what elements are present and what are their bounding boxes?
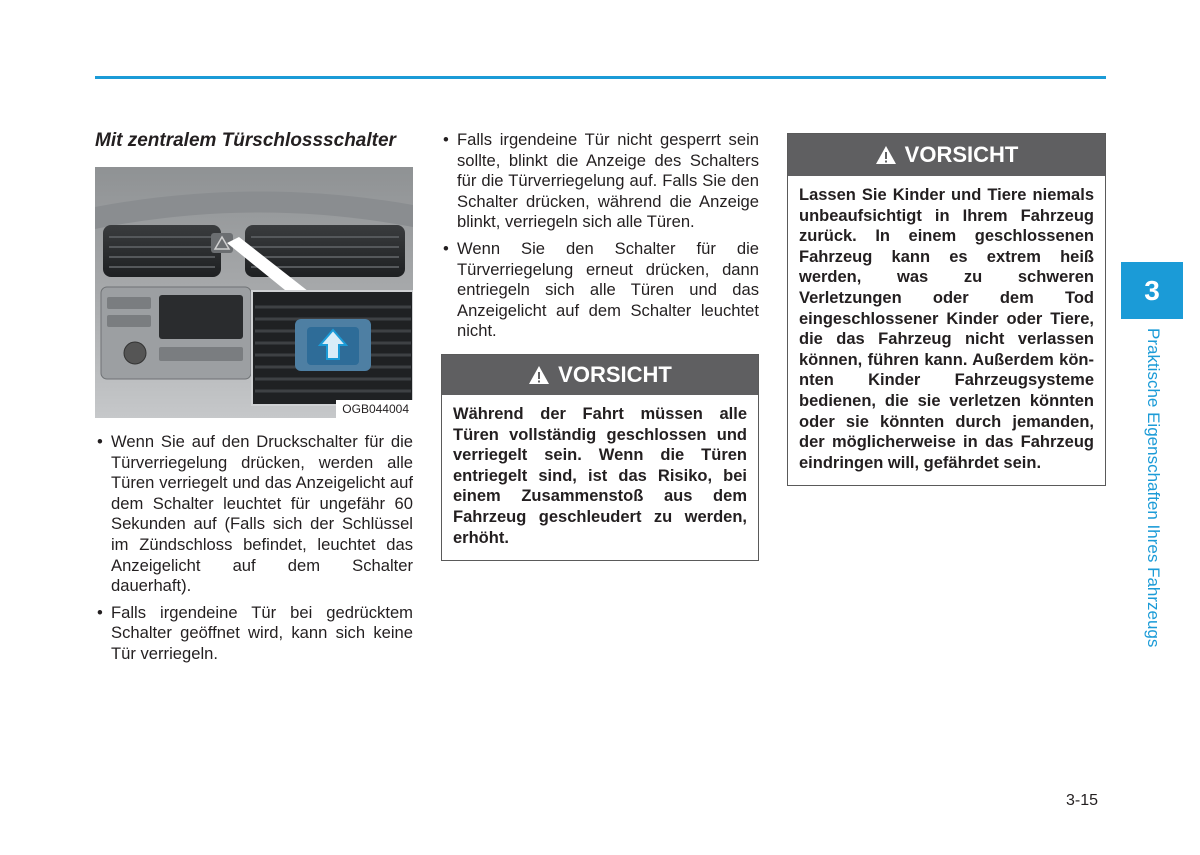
caution-text: Lassen Sie Kinder und Tiere niemals unbeaufsichtigt in Ihrem Fahrzeug zurück. In einem geschlossenen Fahrzeug kann es extrem heiß werden, was zu schweren Verletzungen oder dem Tod eingeschlossener Kinder oder Tiere, die das Fahrzeug nicht verlassen können, führen kann. Außerdem könnten Kinder Fahrzeugsysteme bedienen, die sie verletzen könnten oder sie könnten durch jemanden, der möglicherweise in das Fahrzeug eindringen will, gefährdet sein. (799, 186, 1094, 472)
caution-title: VORSICHT (904, 142, 1019, 167)
chapter-tab: 3 (1121, 262, 1183, 319)
warning-triangle-icon (875, 145, 897, 165)
caution-header (788, 134, 1105, 176)
top-rule (95, 76, 1106, 79)
list-item: • Falls irgendeine Tür bei gedrücktem Schalter geöffnet wird, kann sich keine Tür verriegeln. (95, 603, 413, 665)
section-heading: Mit zentralem Türschlossschalter (95, 130, 396, 151)
column-left (95, 130, 413, 671)
figure-code: OGB044004 (336, 400, 413, 418)
list-item: • Falls irgendeine Tür nicht gesperrt sein sollte, blinkt die Anzeige des Schalters für die Türverriegelung auf. Falls Sie den Schalter drücken, während die Anzeige blinkt, verriegeln sich alle Türen. (441, 130, 759, 233)
list-item: • Wenn Sie auf den Druckschalter für die Türverriegelung drücken, werden alle Türen verriegelt und das Anzeigelicht auf dem Schalter leuchtet für ungefähr 60 Sekunden auf (Falls sich der Schlüssel im Zündschloss befindet, leuchtet das Anzeigelicht auf dem Schalter dauerhaft). (95, 432, 413, 597)
chapter-title: Praktische Eigenschaften Ihres Fahrzeugs (1144, 328, 1163, 648)
warning-triangle-icon (528, 365, 550, 385)
bullet-list-middle (441, 130, 759, 342)
column-middle (441, 130, 759, 561)
page-number: 3-15 (1066, 792, 1099, 809)
list-item: • Wenn Sie den Schalter für die Türverriegelung erneut drücken, dann entriegeln sich alle Türen und das Anzeigelicht auf dem Schalter leuchtet nicht. (441, 239, 759, 342)
caution-box (787, 133, 1106, 486)
caution-text: Während der Fahrt müssen alle Türen vollständig geschlossen und verriegelt sein. Wenn die Türen entriegelt sind, ist das Risiko, bei einem Zusammenstoß aus dem Fahrzeug geschleudert zu werden, erhöht. (453, 404, 747, 547)
dashboard-figure (95, 167, 413, 418)
caution-title: VORSICHT (558, 361, 672, 387)
bullet-list-left (95, 432, 413, 665)
caution-header (442, 355, 758, 395)
caution-box (441, 354, 759, 561)
column-right (787, 133, 1106, 486)
dashboard-illustration (95, 167, 413, 418)
